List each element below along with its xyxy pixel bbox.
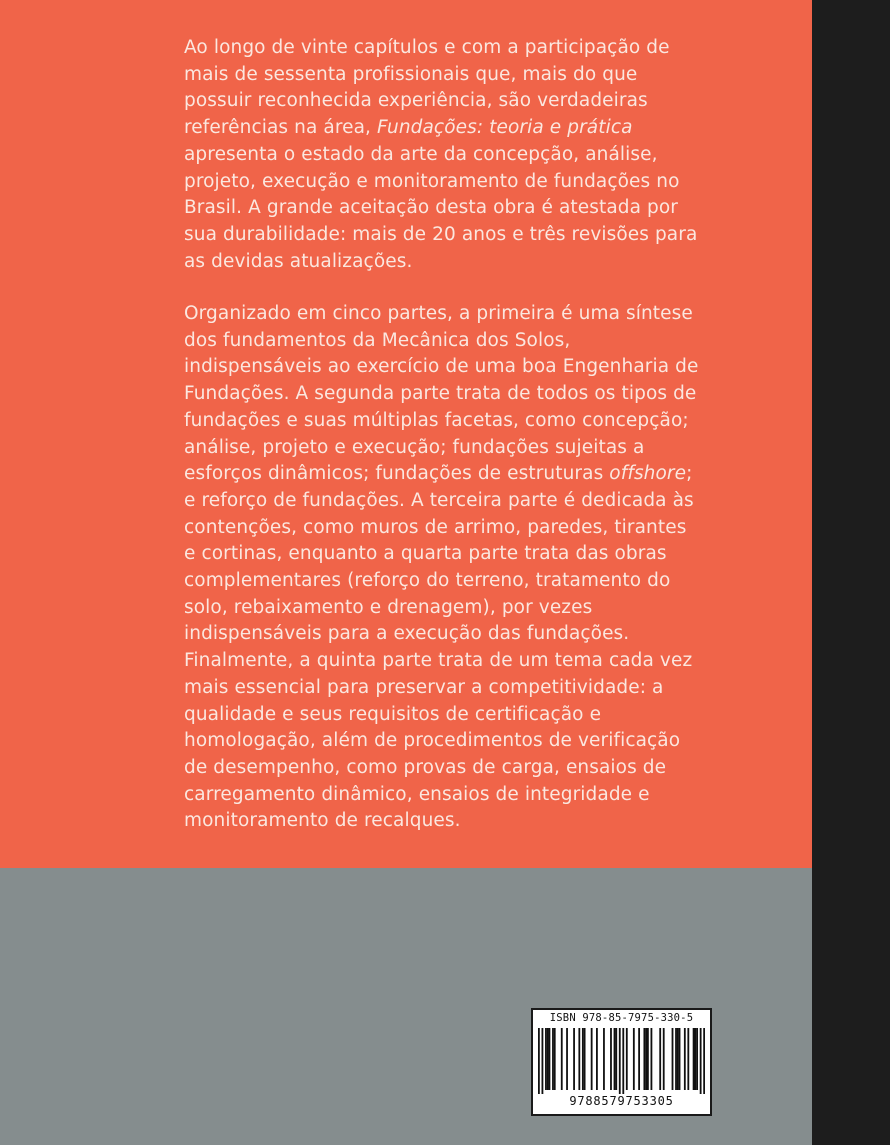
blurb-p2-text-a: Organizado em cinco partes, a primeira é uma síntese dos fundamentos da Mecânica dos Solos, indispensáveis ao exercício de uma boa Engenharia de Fundações. A segunda parte trata de todos os tipos de fundações e suas múltiplas facetas, como concepção; análise, projeto e execução; fundações sujeitas a esforços dinâmicos; fundações de estruturas [184, 303, 699, 485]
barcode-bar [561, 1028, 563, 1090]
book-spine [812, 0, 890, 1145]
isbn-label: ISBN 978-85-7975-330-5 [549, 1012, 694, 1024]
barcode-bar [578, 1028, 580, 1090]
barcode-bar [538, 1028, 540, 1094]
blurb-p1-text-b: apresenta o estado da arte da concepção, análise, projeto, execução e monitoramento de fundações no Brasil. A grande aceitação desta obra é atestada por sua durabilidade: mais de 20 anos e três revisões para as devidas atualizações. [184, 143, 698, 272]
barcode-bar [693, 1028, 695, 1090]
barcode-bar [651, 1028, 653, 1090]
barcode-bar [552, 1028, 554, 1090]
barcode-bar [573, 1028, 575, 1090]
barcode-bar [610, 1028, 612, 1090]
barcode-bar [603, 1028, 605, 1090]
barcode-bar [554, 1028, 556, 1090]
barcode-bar [549, 1028, 551, 1090]
barcode-bar [619, 1028, 621, 1094]
blurb-p1-text-a: Ao longo de vinte capítulos e com a participação de mais de sessenta profissionais que, mais do que possuir reconhecida experiência, são verdadeiras referências na área, [184, 37, 670, 139]
barcode-bar [626, 1028, 628, 1090]
barcode-bar [663, 1028, 665, 1090]
barcode-bar [679, 1028, 681, 1090]
isbn-barcode [531, 1008, 712, 1116]
barcode-bar [596, 1028, 598, 1090]
barcode-bar [694, 1028, 696, 1090]
barcode-bar [614, 1028, 616, 1090]
barcode-bar [703, 1028, 705, 1094]
barcode-bar [645, 1028, 647, 1090]
offshore-term: offshore [609, 463, 687, 485]
barcode-bar [633, 1028, 635, 1090]
barcode-bar [675, 1028, 677, 1090]
barcode-bars [538, 1028, 705, 1094]
blurb-p2-text-b: ; e reforço de fundações. A terceira parte é dedicada às contenções, como muros de arrimo, paredes, tirantes e cortinas, enquanto a quarta parte trata das obras complementares (reforço do terreno, tratamento do solo, rebaixamento e drenagem), por vezes indispensáveis para a execução das fundações. Finalmente, a quinta parte trata de um tema cada vez mais essencial para preservar a competitividade: a qualidade e seus requisitos de certificação e homologação, além de procedimentos de verificação de desempenho, como provas de carga, ensaios de carregamento dinâmico, ensaios de integridade e monitoramento de recalques. [184, 463, 694, 832]
barcode-bar [547, 1028, 549, 1090]
blurb-paragraph-1 [184, 35, 699, 275]
barcode-bar [638, 1028, 640, 1090]
barcode-bar [696, 1028, 698, 1090]
barcode-bar [687, 1028, 689, 1090]
barcode-bar [584, 1028, 586, 1090]
barcode-digits: 9788579753305 [569, 1094, 674, 1108]
barcode-bar [542, 1028, 544, 1094]
book-title: Fundações: teoria e prática [377, 117, 633, 139]
barcode-bar [545, 1028, 547, 1090]
barcode-bar [615, 1028, 617, 1090]
barcode-bar [684, 1028, 686, 1090]
barcode-bar [659, 1028, 661, 1090]
barcode-bar [622, 1028, 624, 1094]
barcode-bar [566, 1028, 568, 1090]
blurb-paragraph-2 [184, 301, 699, 835]
barcode-bar [582, 1028, 584, 1090]
barcode-bar [700, 1028, 702, 1094]
barcode-bar [647, 1028, 649, 1090]
barcode-bar [643, 1028, 645, 1090]
barcode-bar [591, 1028, 593, 1090]
barcode-bar [672, 1028, 674, 1090]
barcode-bar [677, 1028, 679, 1090]
